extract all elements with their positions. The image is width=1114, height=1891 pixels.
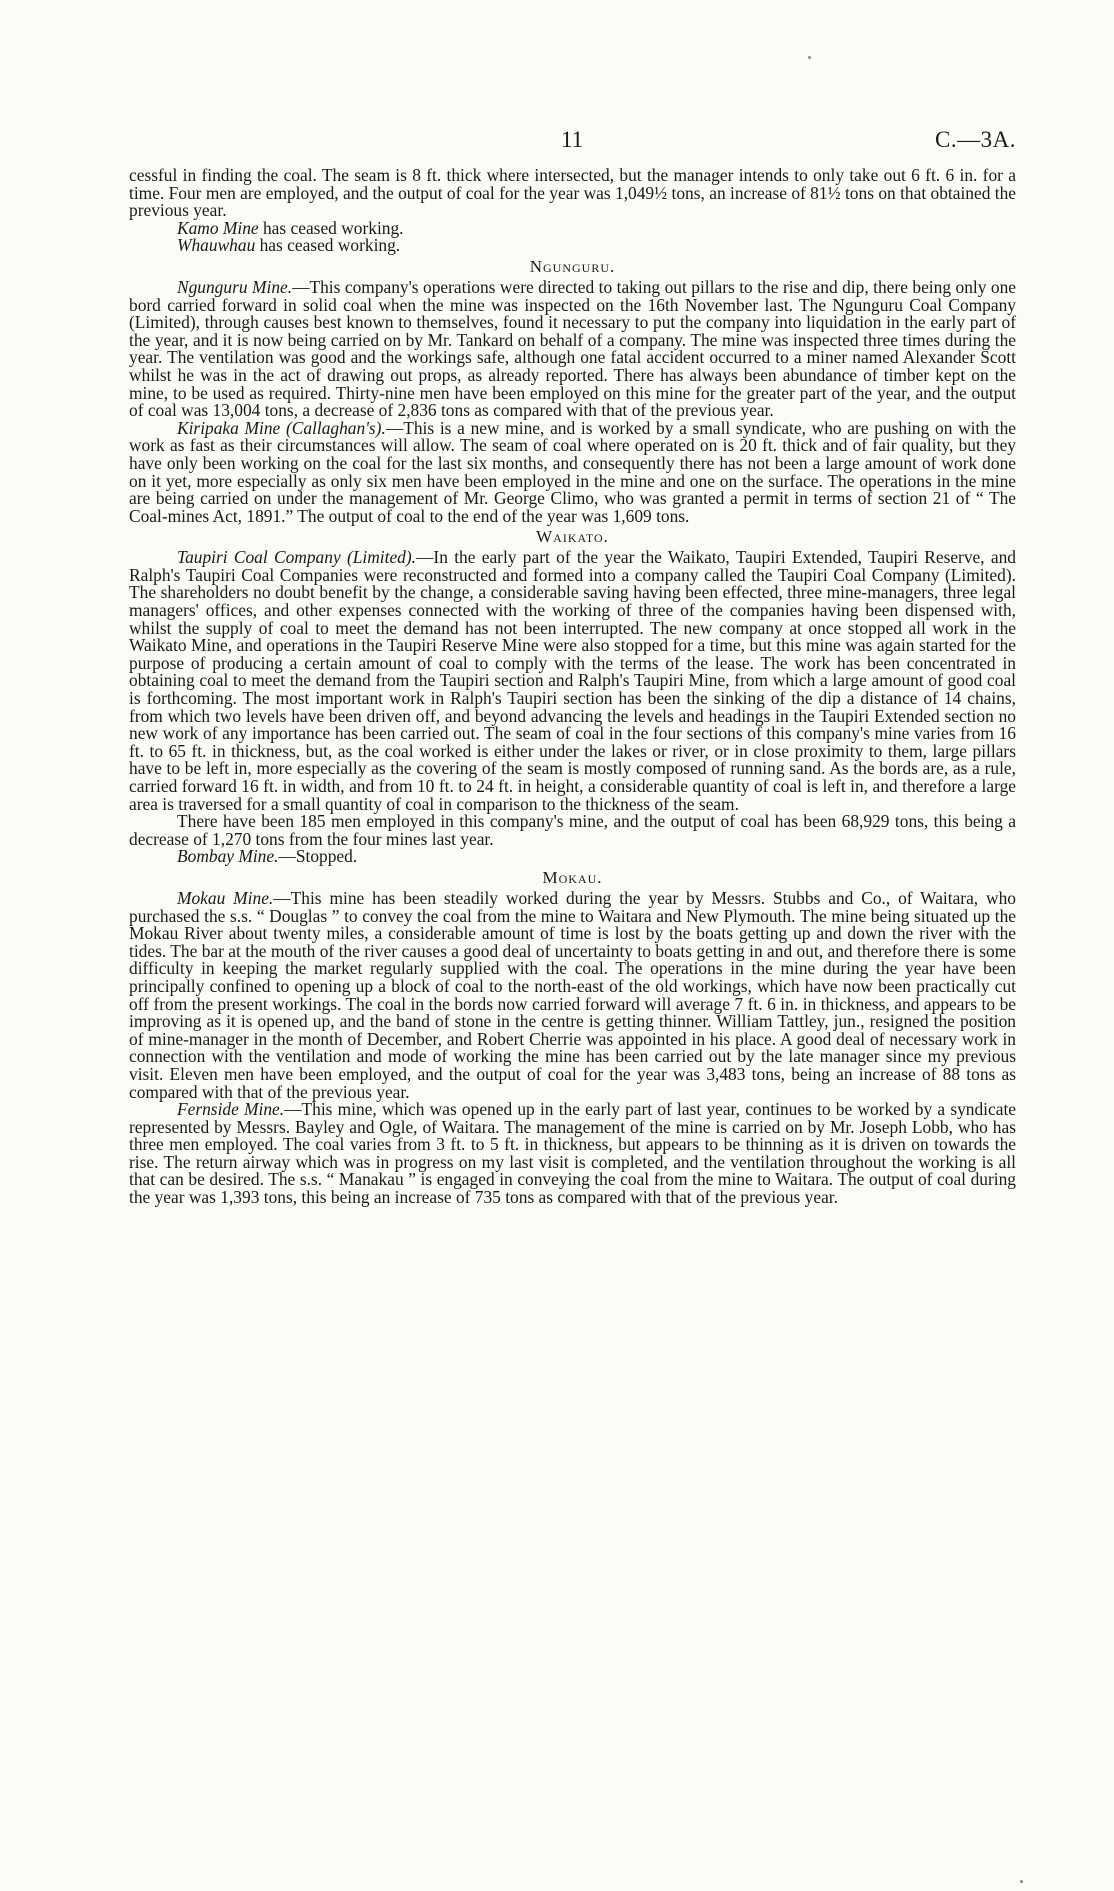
heading-ngunguru: Ngunguru. — [529, 256, 616, 276]
speck-mark — [1020, 1880, 1023, 1883]
mine-name-bombay: Bombay Mine. — [177, 846, 279, 867]
paragraph-bombay-mine: Bombay Mine.—Stopped. — [177, 846, 358, 867]
paragraph-taupiri-men: There have been 185 men employed in this company's mine, and the output of coal has been 68,929 tons, this being a decrease of 1,270 tons from the four mines last year. — [129, 811, 1016, 849]
paragraph-whauwhau: Whauwhau has ceased working. — [177, 235, 401, 256]
mine-name-fernside: Fernside Mine. — [177, 1099, 285, 1120]
page-number: 11 — [561, 127, 584, 152]
mine-name-kamo: Kamo Mine — [177, 217, 259, 238]
report-code: C.—3A. — [935, 127, 1016, 152]
mine-name-whauwhau: Whauwhau — [177, 235, 256, 256]
speck-mark — [808, 56, 811, 59]
mine-name-ngunguru: Ngunguru Mine. — [177, 276, 293, 297]
mine-name-taupiri: Taupiri Coal Company (Limited). — [177, 547, 417, 568]
paragraph-ngunguru-mine: Ngunguru Mine.—This company's operations were directed to taking out pillars to the rise and dip, there being only one bord carried forward in solid coal when the mine was inspected on the 16th November last. The Ngunguru Coal Company (Limited), through causes best known to themselves, found it necessary to put the company into liquidation in the early part of the year, and it is now being carried on by Mr. Tankard on behalf of a company. The mine was inspected three times during the year. The ventilation was good and the workings safe, although one fatal accident occurred to a miner named Alexander Scott whilst he was in the act of drawing out props, as already reported. There has always been abundance of timber kept on the mine, to be used as required. Thirty-nine men have been employed on this mine for the greater part of the year, and the output of coal was 13,004 tons, a decrease of 2,836 tons as compared with that of the previous year. — [129, 276, 1016, 421]
paragraph-kamo: Kamo Mine has ceased working. — [177, 217, 404, 238]
paragraph-intro: cessful in finding the coal. The seam is 8 ft. thick where intersected, but the manager intends to only take out 6 ft. 6 in. for a time. Four men are employed, and the output of coal for the year was 1,049½ tons, an increase of 81½ tons on that obtained the previous year. — [129, 165, 1016, 221]
document-page — [129, 127, 1016, 1207]
heading-waikato: Waikato. — [536, 527, 609, 547]
paragraph-mokau-mine: Mokau Mine.—This mine has been steadily worked during the year by Messrs. Stubbs and Co., of Waitara, who purchased the s.s. “ Douglas ” to convey the coal from the mine to Waitara and New Plymouth. The mine being situated up the Mokau River about twenty miles, a considerable amount of time is lost by the boats getting up and down the river with the tides. The bar at the mouth of the river causes a good deal of uncertainty to boats getting in and out, and therefore there is some difficulty in keeping the market regularly supplied with the coal. The operations in the mine during the year have been principally confined to opening up a block of coal to the north-east of the old workings, which have now been practically cut off from the present workings. The coal in the bords now carried forward will average 7 ft. 6 in. in thickness, and appears to be improving as it is opened up, and the band of stone in the centre is getting thinner. William Tattley, jun., resigned the position of mine-manager in the month of December, and Robert Cherrie was appointed in his place. A good deal of necessary work in connection with the ventilation and mode of working the mine has been carried out by the late manager since my previous visit. Eleven men have been employed, and the output of coal for the year was 3,483 tons, being an increase of 88 tons as compared with that of the previous year. — [129, 887, 1016, 1102]
paragraph-fernside-mine: Fernside Mine.—This mine, which was opened up in the early part of last year, continues to be worked by a syndicate represented by Messrs. Bayley and Ogle, of Waitara. The management of the mine is carried on by Mr. Joseph Lobb, who has three men employed. The coal varies from 3 ft. to 5 ft. in thickness, but appears to be thinning as it is driven on towards the rise. The return airway which was in progress on my last visit is completed, and the ventilation throughout the working is all that can be desired. The s.s. “ Manakau ” is engaged in conveying the coal from the mine to Waitara. The output of coal during the year was 1,393 tons, this being an increase of 735 tons as compared with that of the previous year. — [129, 1099, 1016, 1208]
mine-name-mokau: Mokau Mine. — [177, 887, 274, 908]
mine-name-kiripaka: Kiripaka Mine (Callaghan's). — [177, 417, 386, 438]
heading-mokau: Mokau. — [542, 867, 603, 887]
paragraph-taupiri-company: Taupiri Coal Company (Limited).—In the early part of the year the Waikato, Taupiri Extended, Taupiri Reserve, and Ralph's Taupiri Coal Companies were reconstructed and formed into a company called the Taupiri Coal Company (Limited). The shareholders no doubt benefit by the change, a considerable saving having been effected, three mine-managers, three legal managers' offices, and other expenses connected with the working of three of the companies having been dispensed with, whilst the supply of coal to meet the demand has not been interrupted. The new company at once stopped all work in the Waikato Mine, and operations in the Taupiri Reserve Mine were also stopped for a time, but this mine was again started for the purpose of producing a certain amount of coal to comply with the terms of the lease. The work has been concentrated in obtaining coal to meet the demand from the Taupiri section and Ralph's Taupiri Mine, from which a large amount of good coal is forthcoming. The most important work in Ralph's Taupiri section has been the sinking of the dip a distance of 14 chains, from which two levels have been driven off, and beyond advancing the levels and headings in the Taupiri Extended section no new work of any importance has been carried out. The seam of coal in the four sections of this company's mine varies from 16 ft. to 65 ft. in thickness, but, as the coal worked is either under the lakes or river, or in close proximity to them, large pillars have to be left in, more especially as the covering of the seam is mostly composed of running sand. As the bords are, as a rule, carried forward 16 ft. in width, and from 10 ft. to 24 ft. in height, a considerable quantity of coal is left in, and therefore a large area is traversed for a small quantity of coal in comparison to the thickness of the seam. — [129, 547, 1017, 814]
page-body — [129, 167, 1016, 1207]
paragraph-kiripaka-mine: Kiripaka Mine (Callaghan's).—This is a new mine, and is worked by a small syndicate, who are pushing on with the work as fast as their circumstances will allow. The seam of coal where operated on is 20 ft. thick and of fair quality, but they have only been working on the coal for the last six months, and consequently there has not been a large amount of work done on it yet, more especially as only six men have been employed in the mine and one on the surface. The operations in the mine are being carried on under the management of Mr. George Climo, who was granted a permit in terms of section 21 of “ The Coal-mines Act, 1891.” The output of coal to the end of the year was 1,609 tons. — [129, 417, 1016, 526]
page-header — [129, 127, 1016, 167]
